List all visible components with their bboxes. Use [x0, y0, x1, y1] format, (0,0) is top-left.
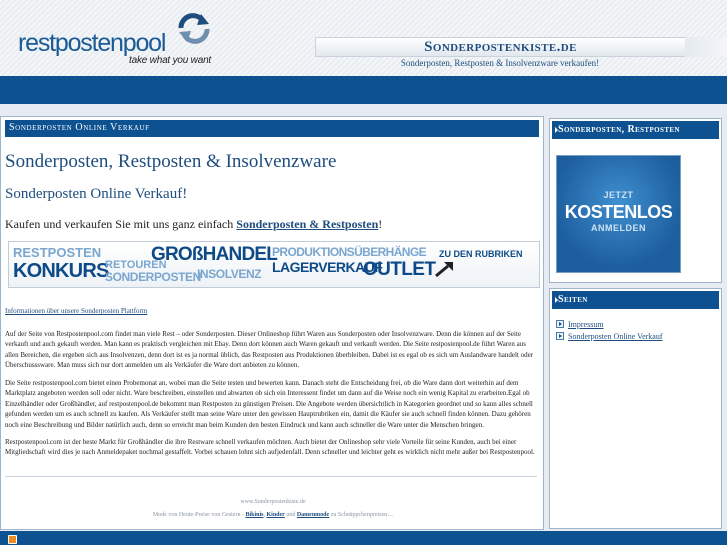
site-logo[interactable] [18, 10, 218, 70]
body-paragraph-3: Restpostenpool.com ist der beste Markt für Großhändler die ihre Restware schnell verkaufen möchten. Auch bietet der Onlineshop sehr viele Vorteile für seine Kunden, auch bei einer Mitgliedschaft wird dies je nach Anmeldepaket nochmal gestaffelt. Vorbei schauen lohnt sich aufjedenfall. Denn schneller und leichter geht es wirklich nicht mehr außer bei Restpostenpool. [5, 438, 535, 457]
footer-link-kinder[interactable]: Kinder [266, 512, 285, 518]
footer-sep-1: , [263, 512, 267, 518]
main-content [0, 116, 544, 530]
sidebar-box-header [552, 291, 719, 309]
sidebar-link-label: Sonderposten Online Verkauf [568, 332, 663, 341]
page-title: Sonderposten, Restposten & Insolvenzware [5, 151, 337, 172]
register-promo-banner[interactable] [556, 155, 681, 273]
banner-rubriken-link[interactable]: ZU DEN RUBRIKEN [439, 249, 523, 259]
arrow-bullet-icon [556, 320, 564, 328]
banner-word-insolvenz: INSOLVENZ [197, 267, 262, 281]
footer-site-name: www.Sonderpostenkiste.de [240, 499, 306, 505]
sidebar-box-title: Sonderposten, Restposten [558, 124, 680, 135]
sidebar-link-impressum[interactable] [556, 320, 604, 329]
site-title-box [315, 37, 685, 57]
sidebar-link-online-verkauf[interactable] [556, 332, 663, 341]
sidebar-box-title: Seiten [558, 294, 588, 305]
footer-prefix: Mode von Heute-Preise von Gestern - [152, 512, 246, 518]
banner-word-sonderposten: SONDERPOSTEN [105, 270, 201, 284]
body-paragraph-2: Die Seite restpostenpool.com bietet einen Probemonat an, wobei man die Seite testen und bewerten kann. Danach steht die Entscheidung frei, ob die Ware dann dort weiterhin auf dem Marktplatz angeboten werden soll oder nicht. Ware beschreiben, einstellen und abwarten ob sich ein Interessent findet um dann auf die Weise noch ein wenig Kapital zu erarbeiten.Egal ob Einzelhändler oder Großhändler, auf restpostenpool.de bekommt man Restposten zu günstigen Preisen. Die Angebote werden übersichtlich in Kategorien geordnet und so kann alles schnell gefunden werden um es auch schnell zu kaufen. Als Verkäufer stellt man seine Ware unter den gewissen Hauptrubriken ein, damit die Käufer sie auch schnell finden können. Dazu gehören noch eine Beschreibung und Bilder natürlich auch, denn so erreicht man beim Kunden den besten Eindruck und kann auch schneller die Ware unter die Menschen bringen. [5, 379, 533, 429]
banner-word-retouren: RETOUREN [105, 259, 167, 271]
banner-word-lagerverkauf: LAGERVERKAUF [272, 259, 383, 275]
footer-suffix: zu Schnäppchenpreisen… [329, 512, 394, 518]
sidebar-link-label: Impressum [568, 320, 604, 329]
footer-sep-2: und [284, 512, 297, 518]
sidebar-box-promo [549, 118, 722, 283]
site-title[interactable]: Sonderpostenkiste.de [424, 39, 577, 55]
logo-tagline: take what you want [129, 55, 212, 66]
sidebar-box-pages [549, 288, 722, 529]
arrow-icon [433, 259, 455, 279]
intro-suffix: ! [378, 217, 383, 231]
intro-link[interactable]: Sonderposten & Restposten [236, 217, 379, 231]
site-subtitle: Sonderposten, Restposten & Insolvenzware verkaufen! [400, 58, 600, 68]
divider [5, 476, 537, 477]
sidebar-box-header [552, 121, 719, 139]
footer-links [1, 512, 545, 518]
site-title-fade [685, 37, 727, 57]
banner-word-outlet: OUTLET [363, 259, 436, 280]
rss-icon[interactable] [8, 535, 17, 544]
recycle-arrows-icon [175, 12, 213, 44]
banner-word-grosshandel: GROßHANDEL [151, 244, 278, 265]
footer-bar [0, 531, 727, 545]
intro-text [5, 217, 382, 232]
promo-line-2: KOSTENLOS [564, 202, 673, 222]
promo-line-3: ANMELDEN [591, 223, 646, 233]
page-subtitle: Sonderposten Online Verkauf! [5, 186, 188, 202]
section-header [5, 120, 539, 137]
promo-line-1: JETZT [603, 190, 634, 200]
intro-prefix: Kaufen und verkaufen Sie mit uns ganz einfach [5, 217, 237, 231]
banner-word-produktion: PRODUKTIONSÜBERHÄNGE [272, 245, 427, 259]
footer-link-bikinis[interactable]: Bikinis [245, 512, 264, 518]
section-header-label: Sonderposten Online Verkauf [9, 122, 150, 133]
banner-word-restposten: RESTPOSTEN [13, 245, 102, 260]
body-paragraph-1: Auf der Seite von Restpostenpool.com findet man viele Rest – oder Sonderposten. Dieser Onlineshop führt Waren aus Sonderposten oder Insolvenzware. Denn die können auf der Seite verkauft und auch gekauft werden. Man kann es praktisch vergleichen mit Ebay. Denn dort können auch Waren gekauft und verkauft werden. Die Seite restpostenpool.de führt Waren aus allen Bereichen, die ergeben sich aus Insolvenzen, denn dort ist es ja normal üblich, das Restposten aus Produktionen überbleiben. Dabei ist es egal ob es sich um Auslandware handelt oder Überschusssware. Man muss sich nur dort anmelden um als Verkäufer die Ware dort anbieten zu können. [5, 330, 534, 370]
banner-word-konkurs: KONKURS [13, 260, 109, 282]
nav-band [0, 76, 727, 104]
info-link[interactable]: Informationen über unsere Sonderposten Plattform [5, 307, 148, 315]
footer-link-damenmode[interactable]: Damenmode [296, 512, 330, 518]
arrow-bullet-icon [556, 332, 564, 340]
logo-wordmark: restpostenpool [18, 29, 166, 57]
header [0, 0, 727, 76]
categories-banner[interactable] [8, 241, 540, 288]
